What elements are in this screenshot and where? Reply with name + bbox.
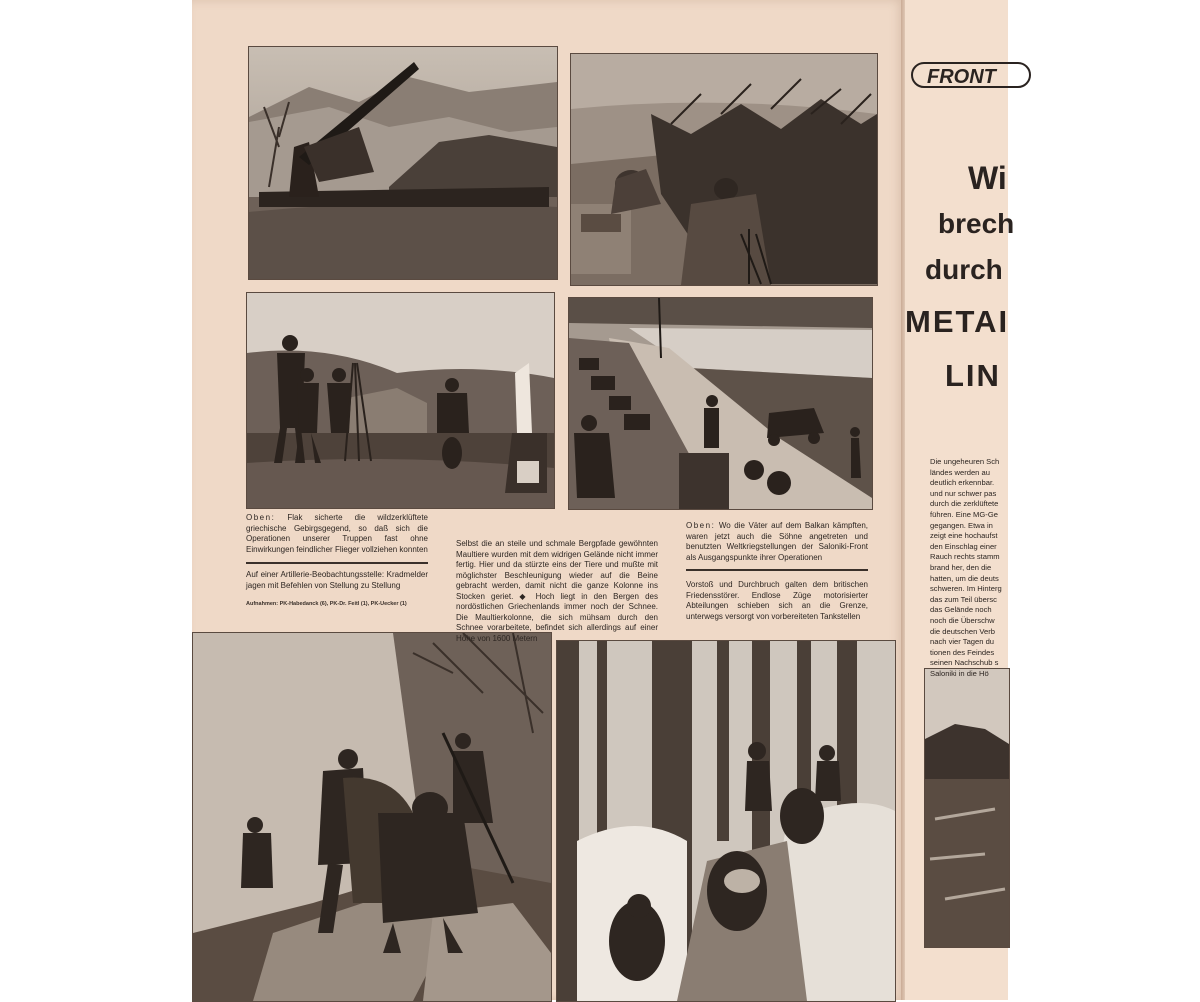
text-line: deutlich erkennbar. [930, 478, 995, 488]
headline-line-5: LIN [945, 358, 1001, 393]
photo-snow-forest [556, 640, 896, 1002]
caption-divider [246, 562, 428, 564]
right-page-body-text [930, 457, 1020, 679]
headline-line-1: Wi [968, 160, 1007, 196]
front-badge: FRONT [911, 62, 1031, 88]
text-line: Die ungeheuren Sch [930, 457, 1000, 466]
caption-text: Wo die Väter auf dem Balkan kämpften, waren jetzt auch die Söhne angetreten und benutzten Weltkriegstellungen der Saloniki-Front als Ausgangspunkte ihrer Operationen [686, 521, 868, 562]
caption-text: Flak sicherte die wildzerklüftete griechische Gebirgsgegend, so daß sich die Operationen unserer Truppen fast ohne Einwirkungen feindlicher Flieger vollziehen konnten [246, 513, 428, 554]
headline-line-2: brech [938, 208, 1015, 239]
text-line: Rauch rechts stamm [930, 552, 1000, 562]
text-line: das Gelände noch [930, 605, 992, 615]
text-line: durch die zerklüftete [930, 499, 999, 509]
text-line: den Einschlag einer [930, 541, 997, 551]
photo-right-landscape [924, 668, 1010, 948]
text-line: das zum Teil übersc [930, 594, 997, 604]
caption-middle: Selbst die an steile und schmale Bergpfade gewöhnten Maultiere wurden mit dem widrigen Gelände nicht immer fertig. Hier und da stürzte eins der Tiere und mußte mit möglichster Beschleunigung wieder auf die Beine gebracht werden, damit nicht die ganze Kolonne ins Stocken geriet. ◆ Hoch liegt in den Bergen des nordöstlichen Griechenlands immer noch der Schnee. Die Maultierkolonne, die sich mühsam durch den Schnee vorarbeitete, befindet sich allerdings auf einer Höhe von 1600 Metern [456, 539, 658, 643]
text-line: und nur schwer pas [930, 488, 997, 498]
text-line: seinen Nachschub s [930, 658, 999, 668]
caption-top-right [686, 521, 868, 563]
caption-artillery: Auf einer Artillerie-Beobachtungsstelle: Kradmelder jagen mit Befehlen von Stellung zu Stellung [246, 570, 428, 590]
text-line: führen. Eine MG-Ge [930, 509, 998, 519]
text-line: ländes werden au [930, 467, 990, 477]
headline-line-3: durch [925, 254, 1003, 285]
photo-artillery-post [246, 292, 555, 509]
photo-credits: Aufnahmen: PK-Habedanck (6), PK-Dr. Feitl (1), PK-Uecker (1) [246, 601, 407, 607]
text-line: tionen des Feindes [930, 647, 995, 657]
photo-flak-mountain [248, 46, 558, 280]
caption-lead: Oben: [686, 521, 716, 530]
text-line: hatten, um die deuts [930, 573, 999, 583]
caption-lead: Oben: [246, 513, 276, 522]
text-line: schweren. Im Hinterg [930, 584, 1002, 594]
text-line: gegangen. Etwa in [930, 520, 993, 530]
photo-mule-column [192, 632, 552, 1002]
text-line: noch die Überschw [930, 615, 995, 625]
caption-top-left [246, 513, 428, 555]
text-line: brand her, den die [930, 562, 992, 572]
text-line: Saloniki in die Hö [930, 668, 989, 678]
text-line: nach vier Tagen du [930, 637, 995, 647]
headline-line-4: METAI [905, 304, 1010, 339]
text-line: die deutschen Verb [930, 626, 996, 636]
photo-motor-column [568, 297, 873, 510]
text-line: zeigt eine hochaufst [930, 531, 998, 541]
caption-divider [686, 569, 868, 571]
caption-bottom-right: Vorstoß und Durchbruch galten dem britischen Friedensstörer. Endlose Züge motorisierter Abteilungen schieben sich an die Grenze, unterwegs versorgt von vorbereiteten Tankstellen [686, 580, 868, 621]
photo-soldiers-trench [570, 53, 878, 286]
